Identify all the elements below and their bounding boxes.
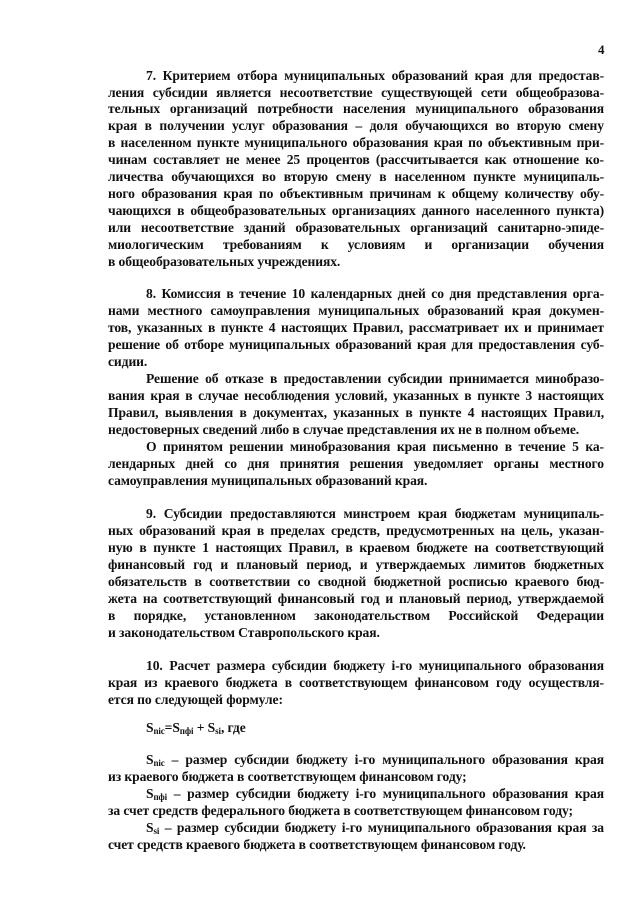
- text-line: чинам составляет не менее 25 процентов (рассчитывается как отношение ко-: [108, 152, 604, 167]
- formula-tail: , где: [220, 720, 246, 735]
- definition-line: из краевого бюджета в соответствующем финансовом году;: [108, 769, 467, 784]
- definition-text: – размер субсидии бюджету i-го муниципального образования края: [164, 752, 604, 767]
- text-line: ного образования края по объективным причинам к общему количеству обу-: [108, 186, 604, 201]
- text-line: ется по следующей формуле:: [108, 692, 283, 707]
- definition-symbol: S: [146, 786, 154, 801]
- text-line: Решение об отказе в предоставлении субсидии принимается минобразо-: [146, 371, 604, 386]
- definition-symbol: S: [146, 752, 154, 767]
- text-line: финансовый год и плановый период, и утверждаемых лимитов бюджетных: [108, 557, 604, 572]
- text-line: личества обучающихся во вторую смену в населенном пункте муниципаль-: [108, 169, 604, 184]
- text-line: решение об отборе муниципальных образований края для предоставления суб-: [108, 337, 604, 352]
- text-line: обязательств в соответствии со сводной бюджетной росписью краевого бюд-: [108, 574, 604, 589]
- text-line: в общеобразовательных учреждениях.: [108, 254, 341, 269]
- text-line: тельных организаций потребности населения муниципального образования: [108, 101, 604, 116]
- text-line: края в получении услуг образования – доля обучающихся во вторую смену: [108, 118, 604, 133]
- definition-line: за счет средств федерального бюджета в соответствующем финансовом году;: [108, 803, 573, 818]
- text-line: или несоответствие зданий образовательных организаций санитарно-эпиде-: [108, 220, 604, 235]
- text-line: 7. Критерием отбора муниципальных образований края для предостав-: [146, 68, 604, 83]
- text-line: вания края в случае несоблюдения условий, указанных в пункте 3 настоящих: [108, 388, 604, 403]
- formula-subscript: nic: [153, 726, 165, 736]
- text-line: тов, указанных в пункте 4 настоящих Правил, рассматривает их и принимает: [108, 320, 604, 335]
- formula-subscript: пфi: [179, 726, 194, 736]
- text-line: недостоверных сведений либо в случае представления их не в полном объеме.: [108, 422, 580, 437]
- definition-line: счет средств краевого бюджета в соответствующем финансовом году.: [108, 837, 526, 852]
- text-line: и законодательством Ставропольского края.: [108, 625, 380, 640]
- definition-symbol: S: [146, 820, 154, 835]
- page-number: 4: [598, 42, 605, 57]
- text-line: ную в пункте 1 настоящих Правил, в краевом бюджете на соответствующий: [108, 540, 604, 555]
- text-line: ления субсидии является несоответствие существующей сети общеобразова-: [108, 85, 604, 100]
- text-line: нами местного самоуправления муниципальных образований края докумен-: [108, 303, 604, 318]
- text-line: О принятом решении минобразования края письменно в течение 5 ка-: [146, 439, 604, 454]
- formula-symbol: + S: [193, 720, 216, 735]
- text-line: жета на соответствующий финансовый год и плановый период, утверждаемой: [108, 591, 604, 606]
- text-line: миологическим требованиям к условиям и организации обучения: [108, 237, 604, 252]
- definition-subscript: si: [153, 826, 160, 836]
- formula-symbol: S: [146, 720, 154, 735]
- text-line: Правил, выявления в документах, указанных в пункте 4 настоящих Правил,: [108, 405, 604, 420]
- definition-subscript: пфi: [153, 792, 168, 802]
- text-line: в порядке, установленном законодательством Российской Федерации: [108, 608, 604, 623]
- text-line: 9. Субсидии предоставляются минстроем края бюджетам муниципаль-: [146, 506, 604, 521]
- text-line: лендарных дней со дня принятия решения уведомляет органы местного: [108, 456, 604, 471]
- formula-symbol: =S: [164, 720, 180, 735]
- definition-text: – размер субсидии бюджету i-го муниципального образования края: [167, 786, 604, 801]
- text-line: ных образований края в пределах средств, предусмотренных на цель, указан-: [108, 523, 604, 538]
- definition-subscript: nic: [153, 758, 165, 768]
- formula: [146, 720, 604, 739]
- text-line: сидии.: [108, 354, 148, 369]
- text-line: 8. Комиссия в течение 10 календарных дней со дня представления орга-: [146, 286, 604, 301]
- text-line: 10. Расчет размера субсидии бюджету i-го муниципального образования: [146, 658, 604, 673]
- formula-subscript: si: [215, 726, 221, 736]
- definition-text: – размер субсидии бюджету i-го муниципального образования края за: [159, 820, 604, 835]
- text-line: чающихся в общеобразовательных организациях данного населенного пункта): [108, 203, 604, 218]
- text-line: самоуправления муниципальных образований края.: [108, 473, 428, 488]
- text-line: края из краевого бюджета в соответствующем финансовом году осуществля-: [108, 675, 604, 690]
- text-line: в населенном пункте муниципального образования края по объективным при-: [108, 135, 604, 150]
